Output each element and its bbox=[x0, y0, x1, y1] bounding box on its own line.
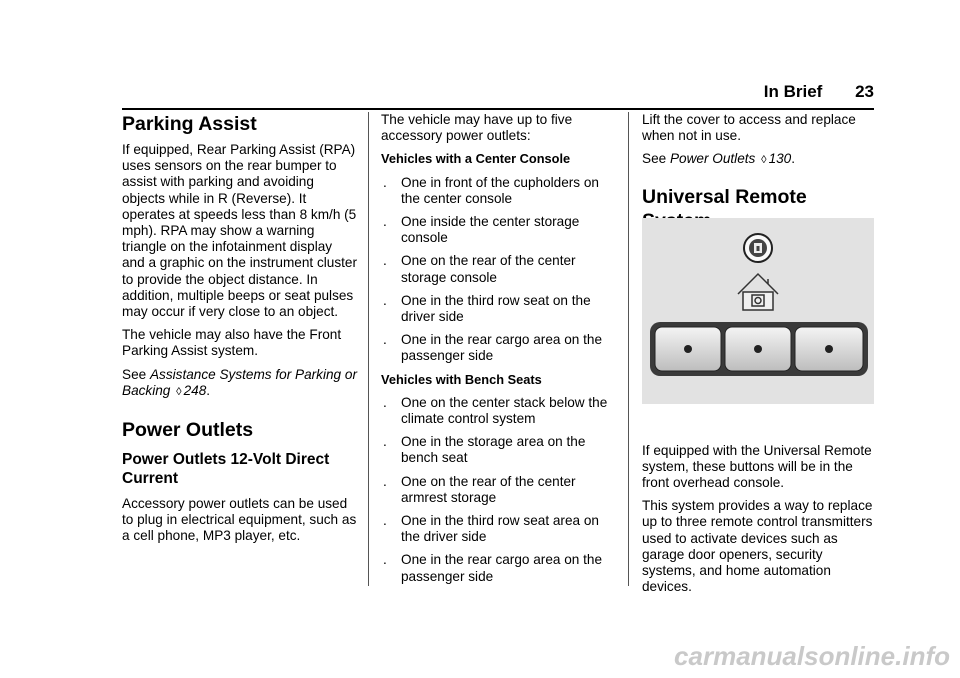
console-subheading: Vehicles with a Center Console bbox=[381, 151, 571, 167]
section-title: In Brief bbox=[763, 82, 823, 101]
bench-subheading: Vehicles with Bench Seats bbox=[381, 371, 542, 387]
cover-paragraph: Lift the cover to access and replace when not in use. bbox=[642, 112, 856, 144]
bullet-icon: . bbox=[383, 253, 387, 269]
page-ref-icon: ◊ bbox=[761, 154, 767, 167]
list-item bbox=[381, 434, 617, 466]
list-item bbox=[381, 214, 617, 246]
universal-remote-paragraph-1: If equipped with the Universal Remote system, these buttons will be in the front overhead console. bbox=[642, 442, 872, 491]
bullet-icon: . bbox=[383, 513, 387, 529]
bench-list bbox=[381, 395, 617, 585]
reference-link[interactable]: Assistance Systems for Parking or Backing bbox=[122, 366, 357, 398]
homelink-logo-icon bbox=[744, 234, 772, 262]
see-label: See bbox=[122, 366, 147, 382]
parking-assist-paragraph: If equipped, Rear Parking Assist (RPA) uses sensors on the rear bumper to assist with parking and avoiding objects while in R (Reverse). It operates at speeds less than 8 km/h (5 mph). RPA may show a warning triangle on the infotainment display and a graphic on the instrument cluster to provide the object distance. In addition, multiple beeps or seat pulses may occur if very close to an object. bbox=[122, 142, 358, 320]
power-outlets-heading: Power Outlets bbox=[122, 419, 254, 442]
console-list bbox=[381, 175, 617, 365]
reference-link[interactable]: Power Outlets bbox=[669, 151, 756, 167]
list-item bbox=[381, 253, 617, 285]
list-item bbox=[381, 474, 617, 506]
bullet-icon: . bbox=[383, 332, 387, 348]
house-icon bbox=[738, 274, 778, 310]
button-1[interactable] bbox=[655, 327, 721, 371]
column-divider bbox=[368, 112, 369, 586]
button-2[interactable] bbox=[725, 327, 791, 371]
list-item-text: One in front of the cupholders on the center console bbox=[401, 174, 599, 206]
list-item bbox=[381, 293, 617, 325]
button-3[interactable] bbox=[795, 327, 863, 371]
universal-remote-illustration bbox=[642, 218, 874, 404]
bullet-icon: . bbox=[383, 473, 387, 489]
list-item-text: One in the storage area on the bench seat bbox=[401, 434, 586, 466]
list-item bbox=[381, 513, 617, 545]
list-item-text: One on the rear of the center storage console bbox=[401, 253, 576, 285]
parking-assist-heading: Parking Assist bbox=[122, 113, 257, 135]
column-divider bbox=[628, 112, 629, 586]
bullet-icon: . bbox=[383, 292, 387, 308]
page-number: 23 bbox=[855, 82, 874, 101]
bullet-icon: . bbox=[383, 214, 387, 230]
see-label: See bbox=[642, 151, 667, 167]
reference-page[interactable]: 248 bbox=[183, 382, 207, 398]
list-item bbox=[381, 552, 617, 584]
universal-remote-figure bbox=[642, 218, 874, 404]
power-outlets-subheading: Power Outlets 12-Volt Direct Current bbox=[122, 451, 330, 488]
list-item bbox=[381, 175, 617, 207]
list-item bbox=[381, 332, 617, 364]
list-item-text: One in the third row seat on the driver side bbox=[401, 292, 591, 325]
universal-remote-heading: Universal Remote bbox=[642, 185, 807, 208]
front-parking-paragraph: The vehicle may also have the Front Parking Assist system. bbox=[122, 327, 342, 359]
watermark: carmanualsonline.info bbox=[674, 641, 950, 671]
list-item-text: One in the third row seat area on the driver side bbox=[401, 513, 599, 545]
universal-remote-paragraph-2: This system provides a way to replace up to three remote control transmitters used to activate devices such as garage door openers, security systems, and home automation devices. bbox=[642, 498, 873, 595]
list-item-text: One on the center stack below the climate control system bbox=[401, 394, 608, 427]
reference-page[interactable]: 130 bbox=[768, 151, 792, 167]
bullet-icon: . bbox=[383, 552, 387, 568]
parking-reference: See Assistance Systems for Parking or Backing ◊ 248. bbox=[122, 366, 357, 398]
column-1 bbox=[122, 112, 358, 545]
power-outlets-reference: See Power Outlets ◊ 130. bbox=[642, 151, 796, 167]
page-ref-icon: ◊ bbox=[176, 385, 182, 398]
bullet-icon: . bbox=[383, 174, 387, 190]
bullet-icon: . bbox=[383, 434, 387, 450]
page-header bbox=[764, 82, 874, 102]
list-item-text: One in the rear cargo area on the passenger side bbox=[401, 332, 603, 364]
list-item-text: One inside the center storage console bbox=[401, 214, 580, 246]
bullet-icon: . bbox=[383, 394, 387, 410]
power-outlets-paragraph: Accessory power outlets can be used to plug in electrical equipment, such as a cell phone, MP3 player, etc. bbox=[122, 496, 357, 544]
header-rule bbox=[122, 108, 874, 110]
list-item-text: One on the rear of the center armrest storage bbox=[401, 473, 576, 505]
list-item bbox=[381, 395, 617, 427]
list-item-text: One in the rear cargo area on the passenger side bbox=[401, 552, 603, 584]
column-2 bbox=[381, 112, 617, 585]
outlets-intro: The vehicle may have up to five accessory power outlets: bbox=[381, 112, 573, 144]
